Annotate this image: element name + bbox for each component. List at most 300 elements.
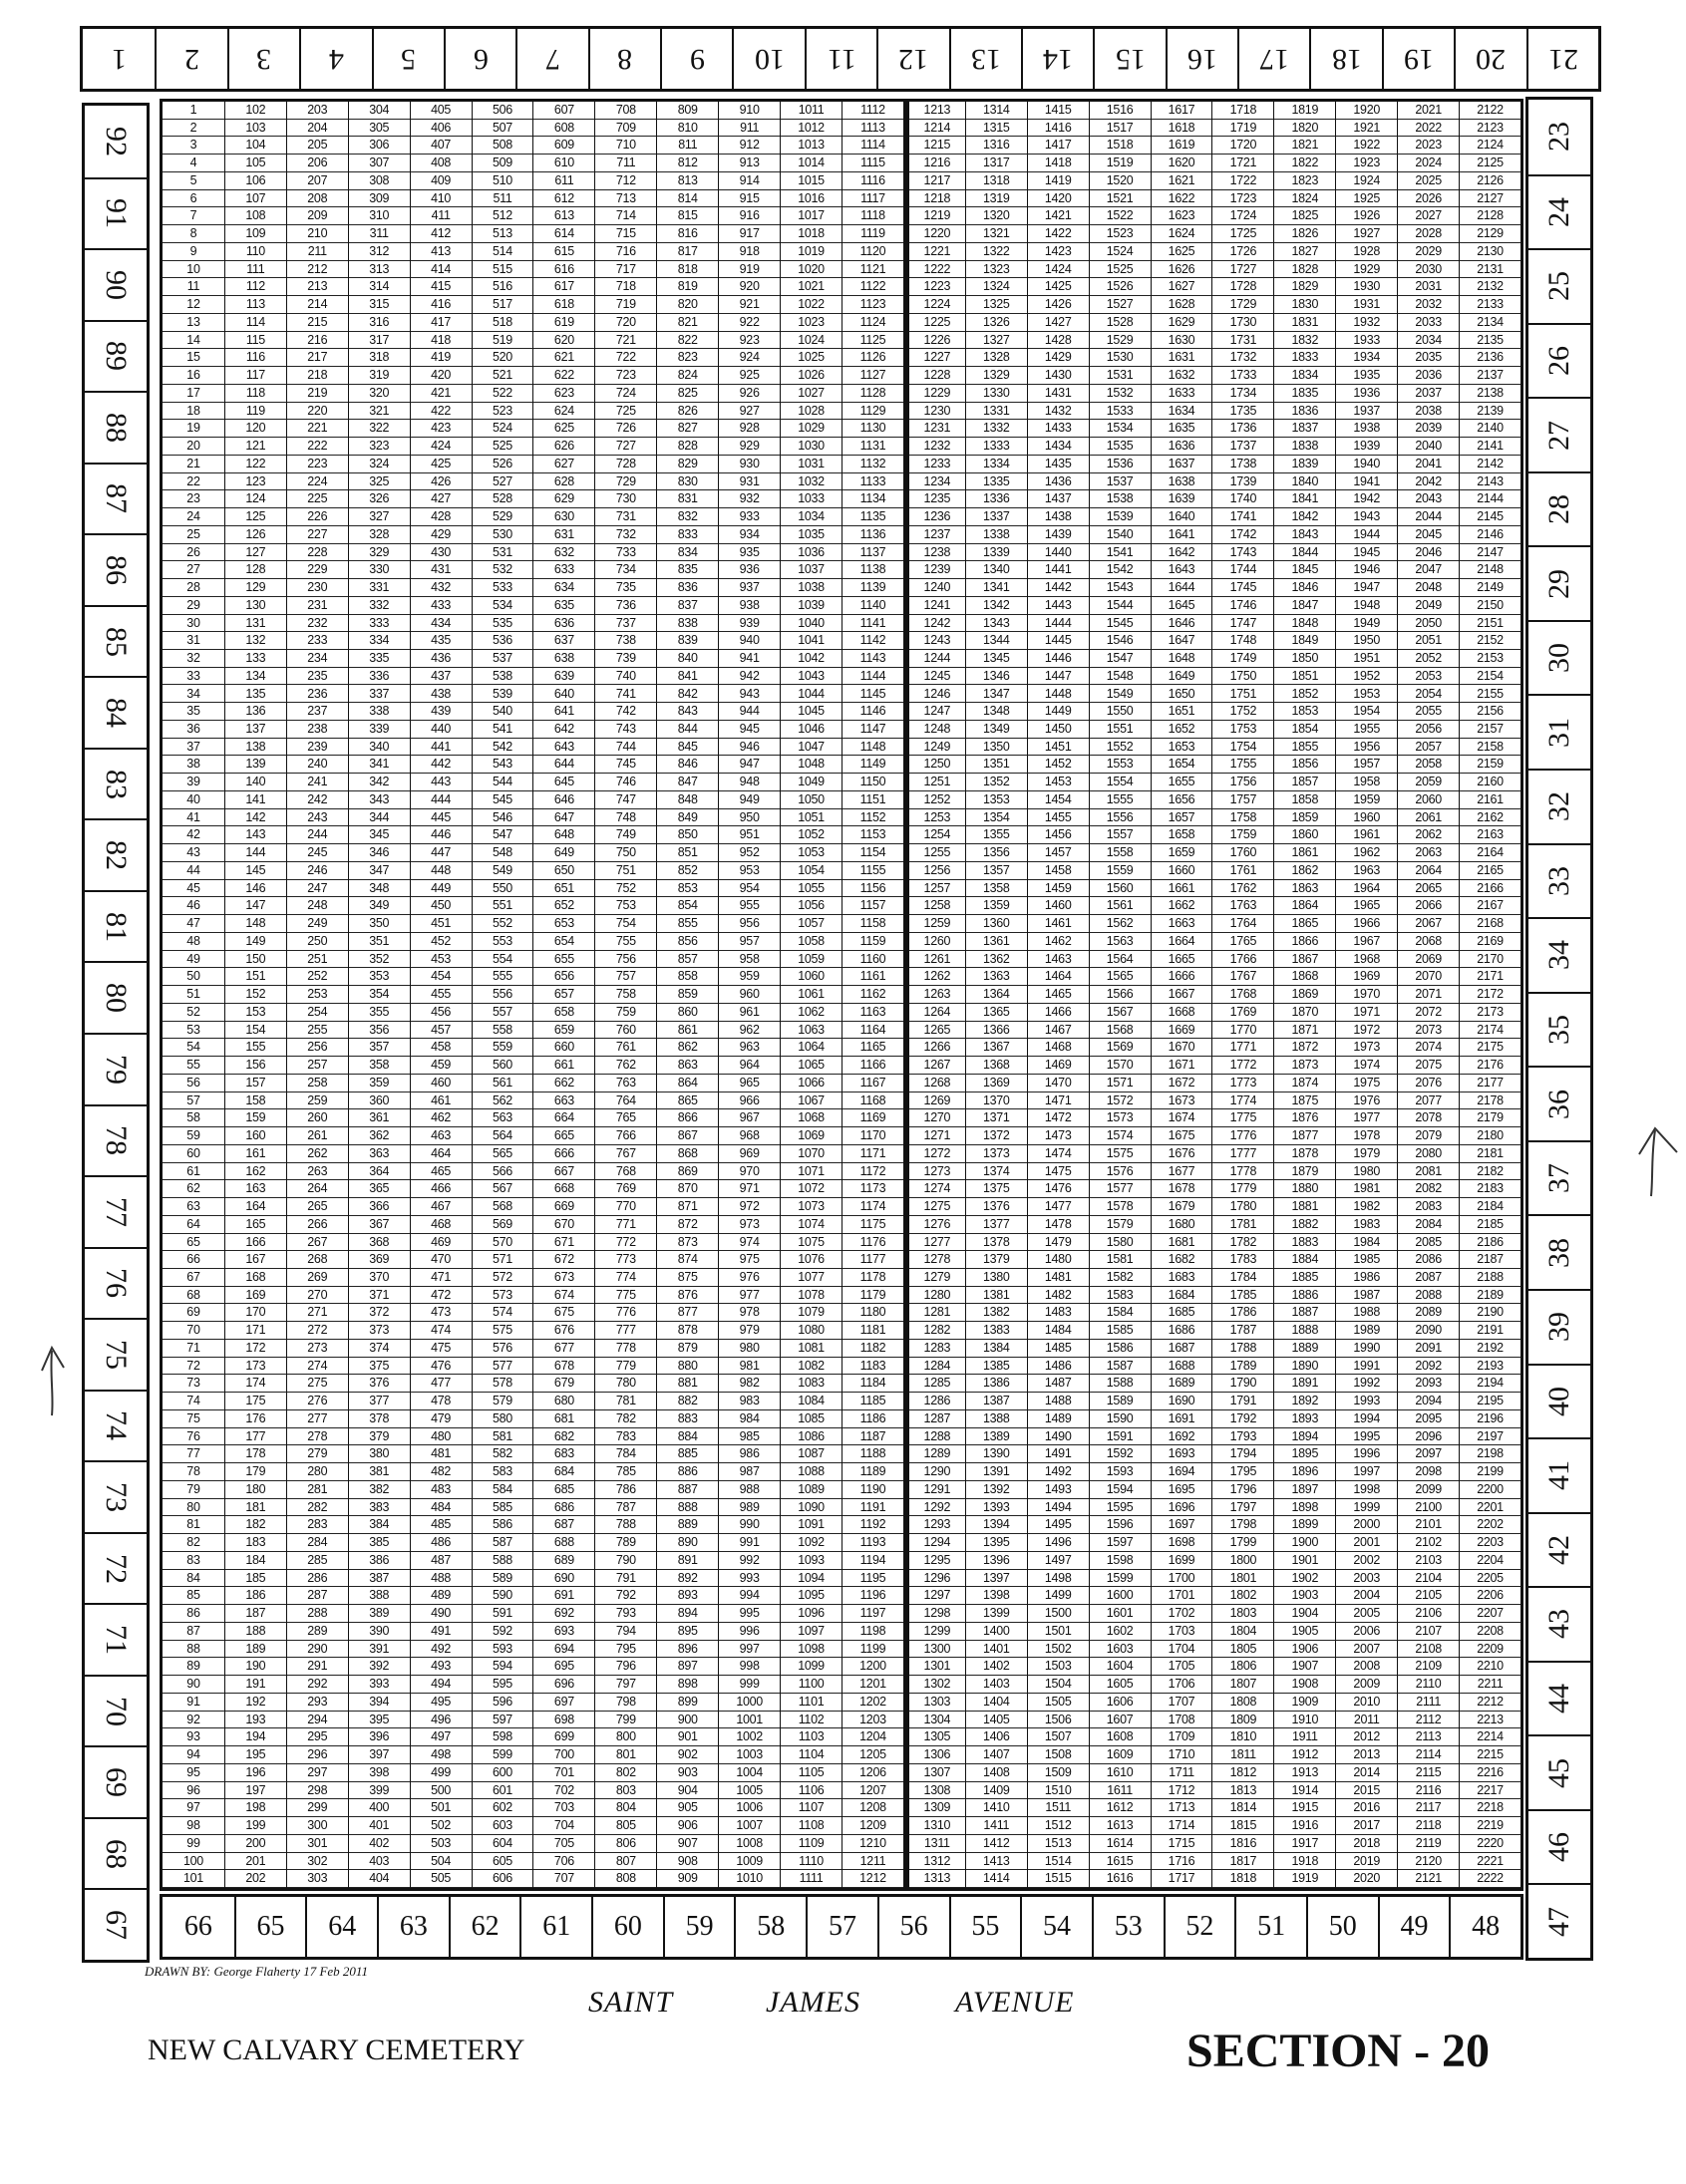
grave-number: 717 bbox=[595, 261, 656, 279]
grave-number: 480 bbox=[411, 1428, 472, 1446]
grave-number: 1559 bbox=[1090, 862, 1151, 880]
grave-number: 2090 bbox=[1398, 1322, 1459, 1340]
grave-number: 2099 bbox=[1398, 1481, 1459, 1499]
grave-number: 1716 bbox=[1152, 1853, 1212, 1871]
grave-number: 1926 bbox=[1336, 207, 1397, 225]
grave-number: 957 bbox=[719, 933, 780, 951]
grave-number: 290 bbox=[287, 1641, 348, 1659]
grave-number: 1017 bbox=[781, 207, 842, 225]
grave-number: 2212 bbox=[1460, 1694, 1520, 1712]
grave-number: 1025 bbox=[781, 349, 842, 367]
grave-number: 1287 bbox=[909, 1410, 965, 1428]
grave-number: 1573 bbox=[1090, 1109, 1151, 1127]
top-plot-number bbox=[1454, 29, 1525, 89]
grave-number: 326 bbox=[349, 490, 410, 508]
right-plot-number bbox=[1528, 1586, 1590, 1661]
grave-number: 435 bbox=[411, 632, 472, 650]
grave-number: 1724 bbox=[1212, 207, 1273, 225]
grave-number: 857 bbox=[657, 951, 718, 969]
grave-number: 858 bbox=[657, 968, 718, 986]
grave-number: 2065 bbox=[1398, 880, 1459, 898]
grave-number: 1439 bbox=[1028, 526, 1089, 544]
grave-number: 2038 bbox=[1398, 403, 1459, 421]
grave-number: 1680 bbox=[1152, 1216, 1212, 1234]
grave-number: 755 bbox=[595, 933, 656, 951]
grave-number: 1100 bbox=[781, 1676, 842, 1694]
grave-number: 2152 bbox=[1460, 632, 1520, 650]
grave-number: 1692 bbox=[1152, 1428, 1212, 1446]
grave-number: 2045 bbox=[1398, 526, 1459, 544]
grave-number: 1279 bbox=[909, 1269, 965, 1287]
grave-number: 707 bbox=[533, 1870, 594, 1888]
grave-number: 2141 bbox=[1460, 438, 1520, 456]
grave-number: 532 bbox=[473, 561, 533, 579]
grave-number: 1668 bbox=[1152, 1004, 1212, 1022]
grave-number: 120 bbox=[225, 420, 286, 438]
top-plot-number bbox=[876, 29, 948, 89]
grave-number: 2115 bbox=[1398, 1764, 1459, 1782]
grave-number: 1710 bbox=[1152, 1746, 1212, 1764]
grave-number: 1056 bbox=[781, 897, 842, 915]
grave-number: 1996 bbox=[1336, 1445, 1397, 1463]
grave-number: 472 bbox=[411, 1287, 472, 1305]
grave-number: 1340 bbox=[966, 561, 1027, 579]
grave-column bbox=[410, 102, 472, 1888]
grave-number: 584 bbox=[473, 1481, 533, 1499]
grave-number: 2016 bbox=[1336, 1799, 1397, 1817]
grave-number: 145 bbox=[225, 862, 286, 880]
right-plot-number-label: 24 bbox=[1542, 196, 1575, 227]
grave-number: 1506 bbox=[1028, 1712, 1089, 1729]
grave-number: 1597 bbox=[1090, 1534, 1151, 1552]
grave-number: 1119 bbox=[843, 225, 903, 243]
grave-number: 1691 bbox=[1152, 1410, 1212, 1428]
grave-number: 21 bbox=[163, 456, 224, 473]
grave-number: 1776 bbox=[1212, 1127, 1273, 1145]
top-plot-number bbox=[1526, 29, 1598, 89]
grave-number: 1546 bbox=[1090, 632, 1151, 650]
grave-column bbox=[224, 102, 286, 1888]
grave-number: 199 bbox=[225, 1817, 286, 1835]
grave-number: 1611 bbox=[1090, 1782, 1151, 1800]
left-plot-number bbox=[85, 818, 147, 890]
grave-number: 917 bbox=[719, 225, 780, 243]
grave-number: 797 bbox=[595, 1676, 656, 1694]
grave-number: 935 bbox=[719, 544, 780, 562]
grave-number: 1656 bbox=[1152, 791, 1212, 809]
grave-number: 511 bbox=[473, 190, 533, 208]
grave-number: 305 bbox=[349, 120, 410, 138]
grave-number: 2112 bbox=[1398, 1712, 1459, 1729]
grave-number: 977 bbox=[719, 1287, 780, 1305]
grave-number: 247 bbox=[287, 880, 348, 898]
grave-number: 251 bbox=[287, 951, 348, 969]
grave-number: 1642 bbox=[1152, 544, 1212, 562]
grave-number: 181 bbox=[225, 1499, 286, 1517]
grave-number: 431 bbox=[411, 561, 472, 579]
grave-number: 540 bbox=[473, 703, 533, 721]
grave-number: 8 bbox=[163, 225, 224, 243]
grave-number: 341 bbox=[349, 756, 410, 774]
grave-number: 1842 bbox=[1274, 508, 1335, 526]
grave-number: 1726 bbox=[1212, 243, 1273, 261]
top-plot-number bbox=[515, 29, 587, 89]
grave-number: 1862 bbox=[1274, 862, 1335, 880]
grave-number: 213 bbox=[287, 278, 348, 296]
grave-number: 2143 bbox=[1460, 473, 1520, 491]
grave-number: 1509 bbox=[1028, 1764, 1089, 1782]
grave-number: 14 bbox=[163, 332, 224, 350]
grave-number: 1170 bbox=[843, 1127, 903, 1145]
grave-number: 183 bbox=[225, 1534, 286, 1552]
grave-number: 2040 bbox=[1398, 438, 1459, 456]
grave-number: 1438 bbox=[1028, 508, 1089, 526]
grave-number: 1798 bbox=[1212, 1516, 1273, 1534]
grave-number: 1270 bbox=[909, 1109, 965, 1127]
grave-number: 119 bbox=[225, 403, 286, 421]
left-plot-number bbox=[85, 391, 147, 463]
grave-number: 1128 bbox=[843, 385, 903, 403]
grave-number: 1115 bbox=[843, 155, 903, 172]
grave-number: 375 bbox=[349, 1358, 410, 1376]
grave-number: 1221 bbox=[909, 243, 965, 261]
grave-number: 681 bbox=[533, 1410, 594, 1428]
grave-number: 1698 bbox=[1152, 1534, 1212, 1552]
left-plot-number-label: 83 bbox=[100, 769, 133, 799]
grave-number: 1363 bbox=[966, 968, 1027, 986]
grave-number: 682 bbox=[533, 1428, 594, 1446]
grave-number: 1089 bbox=[781, 1481, 842, 1499]
grave-number: 2064 bbox=[1398, 862, 1459, 880]
grave-number: 1920 bbox=[1336, 102, 1397, 120]
grave-number: 696 bbox=[533, 1676, 594, 1694]
grave-number: 1590 bbox=[1090, 1410, 1151, 1428]
grave-number: 1134 bbox=[843, 490, 903, 508]
grave-number: 1463 bbox=[1028, 951, 1089, 969]
grave-number: 115 bbox=[225, 332, 286, 350]
grave-number: 925 bbox=[719, 367, 780, 385]
grave-number: 2103 bbox=[1398, 1552, 1459, 1570]
grave-number: 636 bbox=[533, 615, 594, 633]
grave-number: 2042 bbox=[1398, 473, 1459, 491]
grave-number: 493 bbox=[411, 1658, 472, 1676]
grave-number: 1018 bbox=[781, 225, 842, 243]
grave-number: 642 bbox=[533, 721, 594, 739]
grave-number: 2216 bbox=[1460, 1764, 1520, 1782]
left-plot-number-label: 84 bbox=[100, 698, 133, 729]
grave-number: 1949 bbox=[1336, 615, 1397, 633]
grave-number: 2058 bbox=[1398, 756, 1459, 774]
grave-number: 267 bbox=[287, 1234, 348, 1252]
grave-number: 608 bbox=[533, 120, 594, 138]
grave-number: 1447 bbox=[1028, 668, 1089, 686]
grave-number: 1649 bbox=[1152, 668, 1212, 686]
grave-number: 69 bbox=[163, 1304, 224, 1322]
grave-number: 510 bbox=[473, 172, 533, 190]
grave-number: 53 bbox=[163, 1022, 224, 1040]
grave-number: 1670 bbox=[1152, 1039, 1212, 1057]
grave-number: 565 bbox=[473, 1145, 533, 1163]
grave-number: 564 bbox=[473, 1127, 533, 1145]
grave-number: 1636 bbox=[1152, 438, 1212, 456]
grave-number: 2126 bbox=[1460, 172, 1520, 190]
grave-number: 1070 bbox=[781, 1145, 842, 1163]
grave-number: 630 bbox=[533, 508, 594, 526]
grave-number: 1687 bbox=[1152, 1340, 1212, 1358]
grave-number: 2037 bbox=[1398, 385, 1459, 403]
grave-number: 1272 bbox=[909, 1145, 965, 1163]
top-plot-number bbox=[588, 29, 660, 89]
grave-number: 1137 bbox=[843, 544, 903, 562]
grave-column bbox=[656, 102, 718, 1888]
grave-number: 1965 bbox=[1336, 897, 1397, 915]
grave-number: 656 bbox=[533, 968, 594, 986]
grave-number: 2078 bbox=[1398, 1109, 1459, 1127]
grave-number: 1872 bbox=[1274, 1039, 1335, 1057]
grave-number: 1058 bbox=[781, 933, 842, 951]
grave-number: 1114 bbox=[843, 137, 903, 155]
grave-number: 488 bbox=[411, 1570, 472, 1588]
grave-number: 448 bbox=[411, 862, 472, 880]
grave-number: 348 bbox=[349, 880, 410, 898]
grave-number: 1173 bbox=[843, 1180, 903, 1198]
grave-number: 12 bbox=[163, 296, 224, 314]
grave-number: 602 bbox=[473, 1799, 533, 1817]
grave-number: 1074 bbox=[781, 1216, 842, 1234]
grave-number: 1155 bbox=[843, 862, 903, 880]
grave-number: 570 bbox=[473, 1234, 533, 1252]
grave-number: 1190 bbox=[843, 1481, 903, 1499]
grave-number: 2008 bbox=[1336, 1658, 1397, 1676]
grave-number: 1422 bbox=[1028, 225, 1089, 243]
grave-number: 1303 bbox=[909, 1694, 965, 1712]
grave-number: 702 bbox=[533, 1782, 594, 1800]
grave-number: 1758 bbox=[1212, 809, 1273, 827]
grave-number: 62 bbox=[163, 1180, 224, 1198]
grave-number: 2147 bbox=[1460, 544, 1520, 562]
grave-number: 355 bbox=[349, 1004, 410, 1022]
left-plot-number bbox=[85, 1603, 147, 1675]
grave-number: 1008 bbox=[719, 1835, 780, 1853]
grave-number: 1752 bbox=[1212, 703, 1273, 721]
grave-number: 482 bbox=[411, 1463, 472, 1481]
grave-number: 530 bbox=[473, 526, 533, 544]
grave-number: 592 bbox=[473, 1623, 533, 1641]
grave-number: 1814 bbox=[1212, 1799, 1273, 1817]
grave-number: 2139 bbox=[1460, 403, 1520, 421]
grave-number: 293 bbox=[287, 1694, 348, 1712]
grave-number: 1756 bbox=[1212, 774, 1273, 791]
grave-number: 1826 bbox=[1274, 225, 1335, 243]
grave-number: 1133 bbox=[843, 473, 903, 491]
grave-number: 1284 bbox=[909, 1358, 965, 1376]
grave-number: 1685 bbox=[1152, 1304, 1212, 1322]
grave-number: 2218 bbox=[1460, 1799, 1520, 1817]
grave-number: 1290 bbox=[909, 1463, 965, 1481]
grave-number: 325 bbox=[349, 473, 410, 491]
grave-number: 1551 bbox=[1090, 721, 1151, 739]
grave-number: 185 bbox=[225, 1570, 286, 1588]
grave-number: 955 bbox=[719, 897, 780, 915]
grave-number: 534 bbox=[473, 597, 533, 615]
grave-number: 1983 bbox=[1336, 1216, 1397, 1234]
grave-number: 2188 bbox=[1460, 1269, 1520, 1287]
grave-number: 778 bbox=[595, 1340, 656, 1358]
grave-number: 1210 bbox=[843, 1835, 903, 1853]
grave-number: 1308 bbox=[909, 1782, 965, 1800]
grave-number: 1962 bbox=[1336, 844, 1397, 862]
grave-number: 1214 bbox=[909, 120, 965, 138]
right-plot-number-label: 41 bbox=[1542, 1460, 1575, 1491]
grave-number: 311 bbox=[349, 225, 410, 243]
grave-number: 721 bbox=[595, 332, 656, 350]
grave-number: 437 bbox=[411, 668, 472, 686]
grave-number: 1682 bbox=[1152, 1251, 1212, 1269]
grave-number: 389 bbox=[349, 1605, 410, 1623]
grave-number: 903 bbox=[657, 1764, 718, 1782]
grave-number: 662 bbox=[533, 1075, 594, 1092]
grave-number: 1535 bbox=[1090, 438, 1151, 456]
grave-number: 2033 bbox=[1398, 314, 1459, 332]
grave-number: 1486 bbox=[1028, 1358, 1089, 1376]
grave-number: 1131 bbox=[843, 438, 903, 456]
grave-number: 2131 bbox=[1460, 261, 1520, 279]
grave-number: 1087 bbox=[781, 1445, 842, 1463]
grave-number: 1490 bbox=[1028, 1428, 1089, 1446]
grave-number: 1493 bbox=[1028, 1481, 1089, 1499]
grave-number: 2208 bbox=[1460, 1623, 1520, 1641]
grave-number: 2055 bbox=[1398, 703, 1459, 721]
grave-number: 1631 bbox=[1152, 349, 1212, 367]
grave-number: 1437 bbox=[1028, 490, 1089, 508]
grave-number: 2007 bbox=[1336, 1641, 1397, 1659]
grave-number: 1513 bbox=[1028, 1835, 1089, 1853]
grave-number: 1407 bbox=[966, 1746, 1027, 1764]
grave-number: 1618 bbox=[1152, 120, 1212, 138]
grave-number: 302 bbox=[287, 1853, 348, 1871]
grave-number: 359 bbox=[349, 1075, 410, 1092]
grave-number: 299 bbox=[287, 1799, 348, 1817]
grave-number: 133 bbox=[225, 650, 286, 668]
grave-number: 1797 bbox=[1212, 1499, 1273, 1517]
grave-number: 1502 bbox=[1028, 1641, 1089, 1659]
left-plot-number-label: 74 bbox=[100, 1410, 133, 1441]
grave-number: 1566 bbox=[1090, 986, 1151, 1004]
grave-number: 1620 bbox=[1152, 155, 1212, 172]
grave-number: 2054 bbox=[1398, 686, 1459, 704]
grave-number: 1934 bbox=[1336, 349, 1397, 367]
left-plot-number-label: 89 bbox=[100, 341, 133, 372]
grave-number: 1389 bbox=[966, 1428, 1027, 1446]
grave-number: 160 bbox=[225, 1127, 286, 1145]
grave-number: 1720 bbox=[1212, 137, 1273, 155]
grave-number: 200 bbox=[225, 1835, 286, 1853]
grave-number: 285 bbox=[287, 1552, 348, 1570]
grave-number: 110 bbox=[225, 243, 286, 261]
grave-number: 750 bbox=[595, 844, 656, 862]
grave-number: 561 bbox=[473, 1075, 533, 1092]
grave-number: 441 bbox=[411, 739, 472, 757]
grave-number: 217 bbox=[287, 349, 348, 367]
grave-number: 258 bbox=[287, 1075, 348, 1092]
grave-number: 235 bbox=[287, 668, 348, 686]
grave-number: 828 bbox=[657, 438, 718, 456]
grave-number: 802 bbox=[595, 1764, 656, 1782]
grave-number: 1002 bbox=[719, 1728, 780, 1746]
grave-number: 982 bbox=[719, 1375, 780, 1393]
grave-number: 1775 bbox=[1212, 1109, 1273, 1127]
grave-number: 1534 bbox=[1090, 420, 1151, 438]
grave-number: 394 bbox=[349, 1694, 410, 1712]
grave-number: 1674 bbox=[1152, 1109, 1212, 1127]
grave-number: 1689 bbox=[1152, 1375, 1212, 1393]
grave-number: 2186 bbox=[1460, 1234, 1520, 1252]
grave-number: 612 bbox=[533, 190, 594, 208]
grave-number: 841 bbox=[657, 668, 718, 686]
grave-number: 388 bbox=[349, 1587, 410, 1605]
grave-number: 999 bbox=[719, 1676, 780, 1694]
grave-number: 196 bbox=[225, 1764, 286, 1782]
grave-number: 1045 bbox=[781, 703, 842, 721]
grave-number: 677 bbox=[533, 1340, 594, 1358]
left-plot-number bbox=[85, 463, 147, 534]
grave-number: 460 bbox=[411, 1075, 472, 1092]
grave-number: 747 bbox=[595, 791, 656, 809]
grave-number: 281 bbox=[287, 1481, 348, 1499]
top-plot-number-label: 18 bbox=[1331, 43, 1362, 76]
grave-number: 1168 bbox=[843, 1092, 903, 1110]
grave-number: 522 bbox=[473, 385, 533, 403]
grave-number: 1500 bbox=[1028, 1605, 1089, 1623]
grave-number: 2070 bbox=[1398, 968, 1459, 986]
grave-number: 382 bbox=[349, 1481, 410, 1499]
grave-number: 49 bbox=[163, 951, 224, 969]
grave-number: 805 bbox=[595, 1817, 656, 1835]
grave-number: 1055 bbox=[781, 880, 842, 898]
grave-number: 2114 bbox=[1398, 1746, 1459, 1764]
grave-number: 1423 bbox=[1028, 243, 1089, 261]
grave-number: 1975 bbox=[1336, 1075, 1397, 1092]
grave-number: 539 bbox=[473, 686, 533, 704]
grave-number: 799 bbox=[595, 1712, 656, 1729]
grave-number: 684 bbox=[533, 1463, 594, 1481]
grave-number: 71 bbox=[163, 1340, 224, 1358]
grave-number: 420 bbox=[411, 367, 472, 385]
grave-number: 1904 bbox=[1274, 1605, 1335, 1623]
grave-number: 882 bbox=[657, 1393, 718, 1410]
top-plot-number-label: 8 bbox=[617, 43, 633, 76]
grave-number: 1819 bbox=[1274, 102, 1335, 120]
grave-number: 1971 bbox=[1336, 1004, 1397, 1022]
grave-number: 2219 bbox=[1460, 1817, 1520, 1835]
grave-number: 1802 bbox=[1212, 1587, 1273, 1605]
grave-number: 2087 bbox=[1398, 1269, 1459, 1287]
grave-number: 897 bbox=[657, 1658, 718, 1676]
grave-number: 2094 bbox=[1398, 1393, 1459, 1410]
grave-number: 1044 bbox=[781, 686, 842, 704]
grave-number: 541 bbox=[473, 721, 533, 739]
grave-number: 814 bbox=[657, 190, 718, 208]
grave-number: 872 bbox=[657, 1216, 718, 1234]
grave-number: 887 bbox=[657, 1481, 718, 1499]
grave-number: 1696 bbox=[1152, 1499, 1212, 1517]
grave-number: 324 bbox=[349, 456, 410, 473]
grave-number: 627 bbox=[533, 456, 594, 473]
grave-number: 367 bbox=[349, 1216, 410, 1234]
grave-number: 1704 bbox=[1152, 1641, 1212, 1659]
grave-number: 1998 bbox=[1336, 1481, 1397, 1499]
grave-number: 1059 bbox=[781, 951, 842, 969]
